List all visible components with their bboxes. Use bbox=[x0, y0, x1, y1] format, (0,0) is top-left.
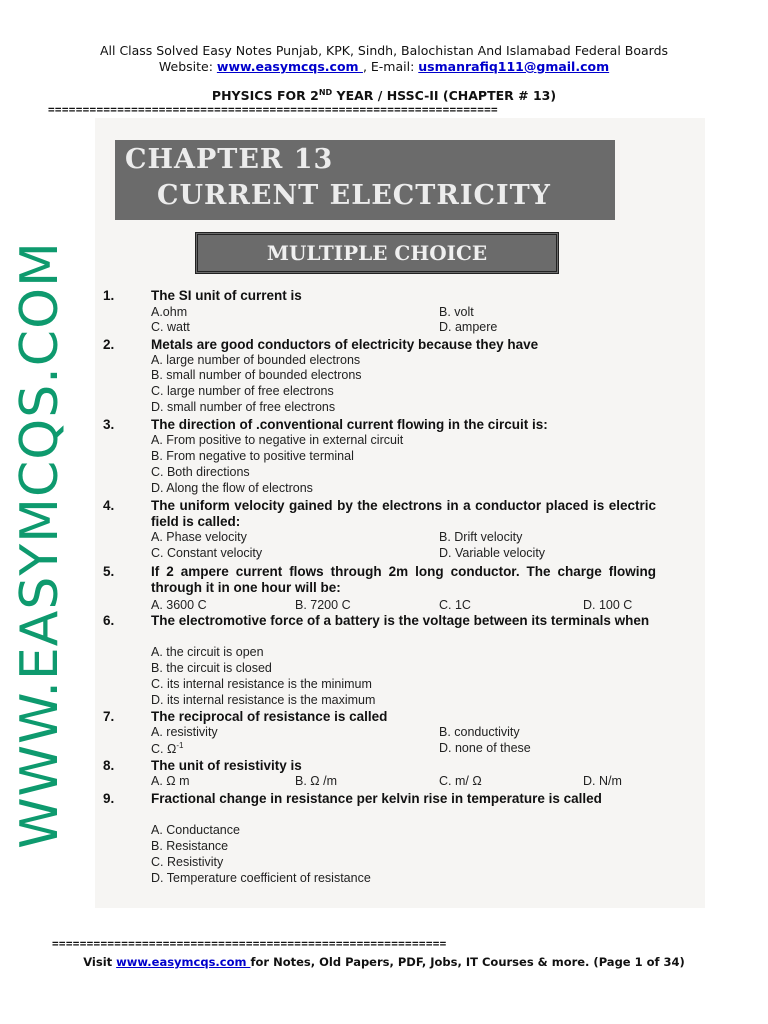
option-d: D. Temperature coefficient of resistance bbox=[151, 871, 371, 885]
watermark-text: WWW.EASYMCQS.COM bbox=[10, 241, 70, 849]
option-b: B. From negative to positive terminal bbox=[151, 449, 354, 463]
bottom-divider: ========================================================= bbox=[52, 937, 447, 950]
option-c bbox=[151, 741, 183, 756]
question-text: The reciprocal of resistance is called bbox=[151, 709, 388, 724]
option-a: A. From positive to negative in external circuit bbox=[151, 433, 404, 447]
header-boards: All Class Solved Easy Notes Punjab, KPK, Sindh, Balochistan And Islamabad Federal Boards bbox=[99, 43, 669, 58]
option-c: C. Resistivity bbox=[151, 855, 224, 869]
question-text: The SI unit of current is bbox=[151, 288, 302, 303]
footer-visit: Visit bbox=[83, 955, 117, 969]
option-d: D. 100 C bbox=[583, 598, 633, 612]
option-c: C. m/ Ω bbox=[439, 774, 482, 788]
option-b: B. Ω /m bbox=[295, 774, 337, 788]
top-divider: ================================================================= bbox=[48, 103, 498, 116]
option-c: C. watt bbox=[151, 320, 190, 334]
option-d: D. small number of free electrons bbox=[151, 400, 336, 414]
option-b: B. 7200 C bbox=[295, 598, 351, 612]
option-c: C. 1C bbox=[439, 598, 471, 612]
option-d: D. Along the flow of electrons bbox=[151, 481, 313, 495]
option-b: B. Resistance bbox=[151, 839, 229, 853]
question-number: 4. bbox=[103, 498, 115, 513]
option-c: C. Both directions bbox=[151, 465, 250, 479]
option-a: A. large number of bounded electrons bbox=[151, 353, 361, 367]
question-text: The unit of resistivity is bbox=[151, 758, 302, 773]
email-link[interactable]: usmanrafiq111@gmail.com bbox=[418, 59, 610, 74]
title-sup: ND bbox=[318, 88, 333, 97]
option-b: B. volt bbox=[439, 305, 474, 319]
question-number: 7. bbox=[103, 709, 115, 724]
option-c: C. its internal resistance is the minimum bbox=[151, 677, 372, 691]
title-part2: YEAR / HSSC-II (CHAPTER # 13) bbox=[332, 88, 557, 104]
option-d: D. ampere bbox=[439, 320, 498, 334]
footer-link[interactable]: www.easymcqs.com bbox=[116, 955, 251, 969]
option-a: A. Phase velocity bbox=[151, 530, 247, 544]
chapter-title: CURRENT ELECTRICITY bbox=[157, 180, 551, 211]
option-a: A. the circuit is open bbox=[151, 645, 264, 659]
option-d: D. Variable velocity bbox=[439, 546, 546, 560]
question-number: 1. bbox=[103, 288, 115, 303]
website-link[interactable]: www.easymcqs.com bbox=[216, 59, 363, 74]
question-number: 6. bbox=[103, 613, 115, 628]
option-c: C. large number of free electrons bbox=[151, 384, 334, 398]
option-c-text: C. Ω bbox=[151, 742, 177, 757]
title-part1: PHYSICS FOR 2 bbox=[211, 88, 319, 104]
question-text: The uniform velocity gained by the electrons in a conductor placed is electric field is called: bbox=[151, 498, 656, 529]
question-text: Fractional change in resistance per kelvin rise in temperature is called bbox=[151, 791, 602, 806]
option-a: A. Ω m bbox=[151, 774, 190, 788]
question-number: 9. bbox=[103, 791, 115, 806]
option-a: A. 3600 C bbox=[151, 598, 207, 612]
question-text: The direction of .conventional current flowing in the circuit is: bbox=[151, 417, 548, 432]
footer-text: for Notes, Old Papers, PDF, Jobs, IT Courses & more. (Page 1 of 34) bbox=[250, 955, 685, 969]
option-a: A.ohm bbox=[151, 305, 188, 319]
option-c: C. Constant velocity bbox=[151, 546, 263, 560]
question-number: 2. bbox=[103, 337, 115, 352]
question-number: 8. bbox=[103, 758, 115, 773]
page-title bbox=[0, 88, 768, 103]
option-a: A. resistivity bbox=[151, 725, 218, 739]
option-b: B. Drift velocity bbox=[439, 530, 523, 544]
chapter-number: CHAPTER 13 bbox=[125, 144, 334, 175]
section-heading: MULTIPLE CHOICE bbox=[195, 232, 559, 274]
option-b: B. the circuit is closed bbox=[151, 661, 272, 675]
chapter-banner bbox=[115, 140, 615, 220]
question-number: 5. bbox=[103, 564, 115, 579]
option-d: D. its internal resistance is the maximum bbox=[151, 693, 376, 707]
header-contact bbox=[0, 59, 768, 74]
option-d: D. N/m bbox=[583, 774, 622, 788]
option-b: B. conductivity bbox=[439, 725, 520, 739]
question-text: If 2 ampere current flows through 2m long conductor. The charge flowing through it in one hour will be: bbox=[151, 564, 656, 595]
email-label: , E-mail: bbox=[362, 59, 419, 74]
option-a: A. Conductance bbox=[151, 823, 240, 837]
website-label: Website: bbox=[158, 59, 217, 74]
option-b: B. small number of bounded electrons bbox=[151, 368, 362, 382]
question-number: 3. bbox=[103, 417, 115, 432]
question-text: The electromotive force of a battery is the voltage between its terminals when bbox=[151, 613, 650, 628]
footer bbox=[0, 955, 768, 969]
question-text: Metals are good conductors of electricity because they have bbox=[151, 337, 539, 352]
option-c-superscript: -1 bbox=[176, 741, 184, 750]
option-d: D. none of these bbox=[439, 741, 531, 755]
